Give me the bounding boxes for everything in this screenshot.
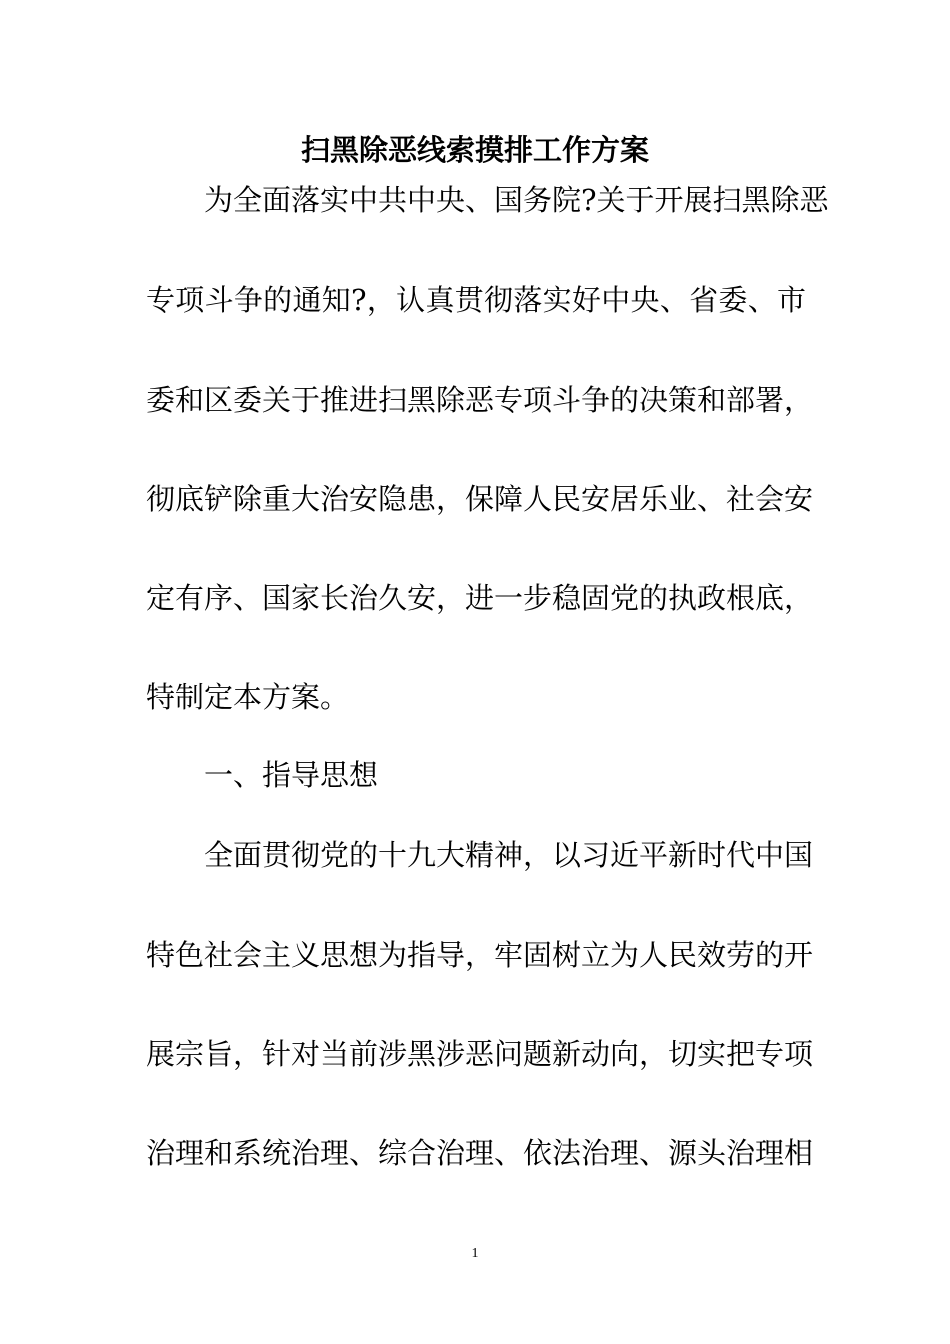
paragraph-line: 彻底铲除重大治安隐患，保障人民安居乐业、社会安 (146, 482, 814, 516)
page-number: 1 (471, 1246, 479, 1261)
paragraph-line: 定有序、国家长治久安，进一步稳固党的执政根底， (146, 581, 814, 615)
paragraph-line: 展宗旨，针对当前涉黑涉恶问题新动向，切实把专项 (146, 1037, 814, 1071)
paragraph-line: 为全面落实中共中央、国务院?关于开展扫黑除恶 (204, 183, 829, 217)
document-title: 扫黑除恶线索摸排工作方案 (300, 133, 649, 167)
paragraph-line: 委和区委关于推进扫黑除恶专项斗争的决策和部署， (146, 383, 814, 417)
paragraph-line: 特制定本方案。 (146, 680, 350, 714)
paragraph-line: 专项斗争的通知?，认真贯彻落实好中央、省委、市 (146, 283, 806, 317)
section-heading: 一、指导思想 (204, 758, 379, 792)
paragraph-line: 特色社会主义思想为指导，牢固树立为人民效劳的开 (146, 938, 814, 972)
paragraph-line: 治理和系统治理、综合治理、依法治理、源头治理相 (146, 1136, 814, 1170)
paragraph-line: 全面贯彻党的十九大精神，以习近平新时代中国 (204, 838, 814, 872)
